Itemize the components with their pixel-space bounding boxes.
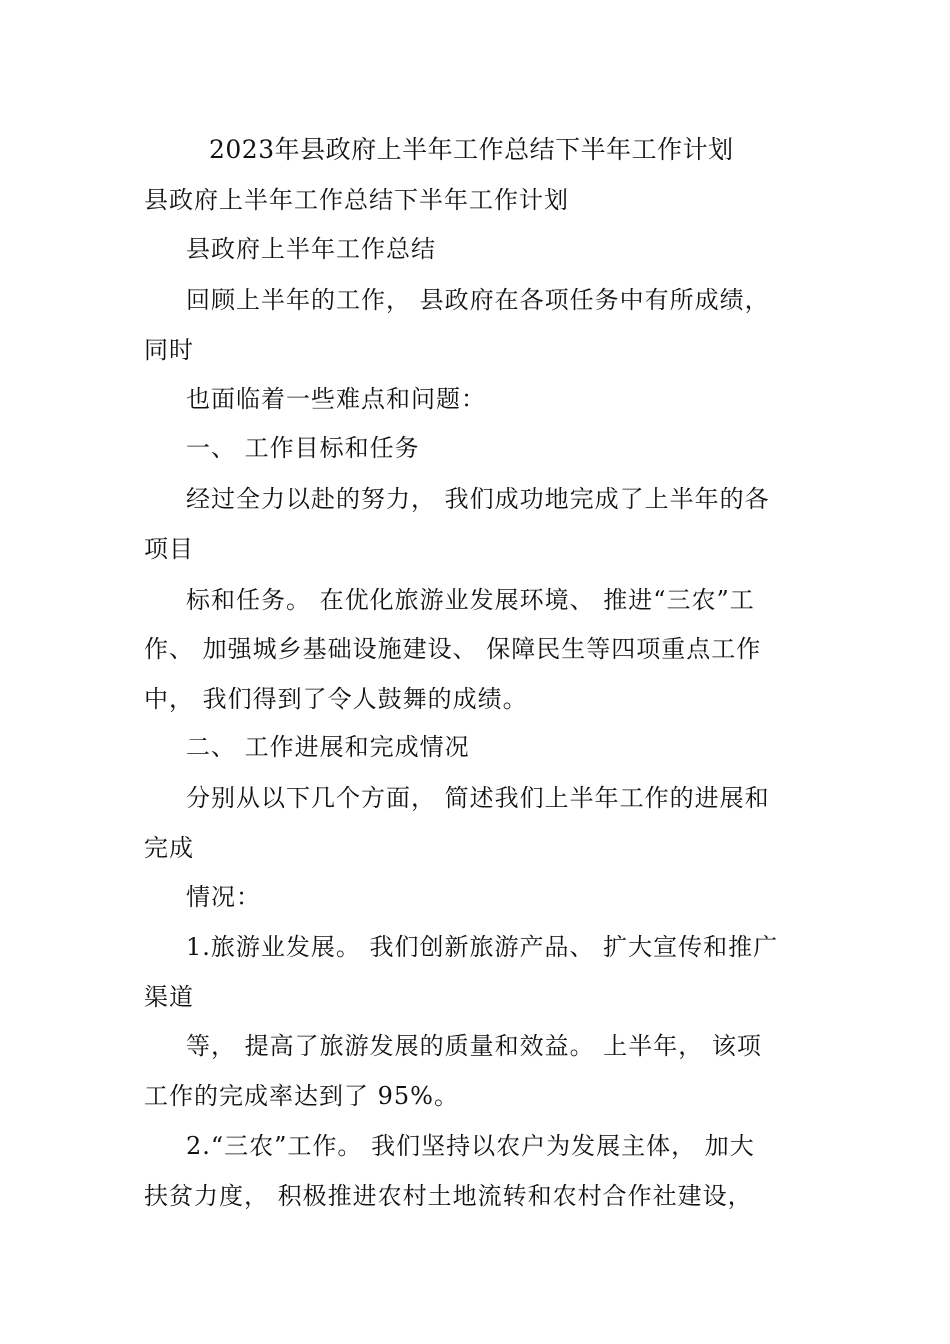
paragraph-line: 回顾上半年的工作， 县政府在各项任务中有所成绩，: [186, 286, 770, 314]
document-title: 2023年县政府上半年工作总结下半年工作计划: [209, 135, 734, 164]
section-heading: 二、 工作进展和完成情况: [186, 733, 470, 761]
list-item-line: 等， 提高了旅游发展的质量和效益。 上半年， 该项: [186, 1032, 762, 1060]
paragraph-line: 也面临着一些难点和问题：: [186, 385, 486, 413]
paragraph-line: 标和任务。 在优化旅游业发展环境、 推进“三农”工: [186, 586, 755, 614]
list-item-line: 扶贫力度， 积极推进农村土地流转和农村合作社建设，: [144, 1182, 753, 1210]
paragraph-line: 中， 我们得到了令人鼓舞的成绩。: [144, 685, 528, 713]
list-item-line: 1.旅游业发展。 我们创新旅游产品、 扩大宣传和推广: [186, 933, 779, 961]
document-subtitle: 县政府上半年工作总结下半年工作计划: [144, 186, 569, 214]
paragraph-line: 情况：: [186, 883, 261, 911]
section-heading: 一、 工作目标和任务: [186, 434, 420, 462]
paragraph-line: 作、 加强城乡基础设施建设、 保障民生等四项重点工作: [144, 635, 762, 663]
paragraph-line: 经过全力以赴的努力， 我们成功地完成了上半年的各: [186, 485, 770, 513]
section-heading: 县政府上半年工作总结: [186, 235, 436, 263]
list-item-line: 渠道: [144, 983, 194, 1011]
paragraph-line: 同时: [144, 336, 194, 364]
paragraph-line: 分别从以下几个方面， 简述我们上半年工作的进展和: [186, 784, 770, 812]
paragraph-line: 完成: [144, 834, 194, 862]
list-item-line: 2.“三农”工作。 我们坚持以农户为发展主体， 加大: [186, 1132, 755, 1160]
paragraph-line: 项目: [144, 535, 194, 563]
list-item-line: 工作的完成率达到了 95%。: [144, 1082, 459, 1110]
